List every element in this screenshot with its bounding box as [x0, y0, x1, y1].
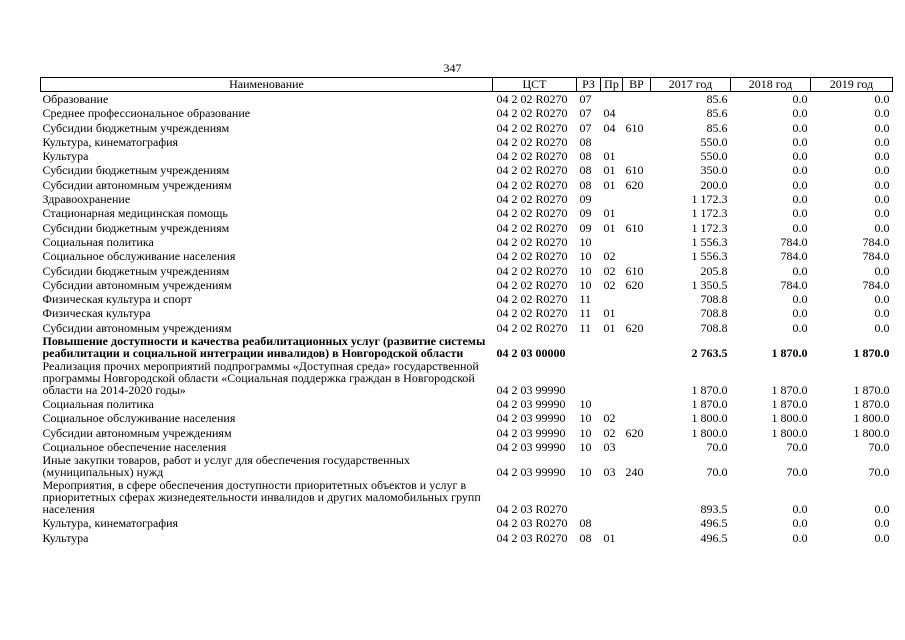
vr-cell: 620 — [625, 425, 644, 440]
value-2018-cell: 784.0 — [780, 277, 808, 292]
name-cell: Физическая культура и спорт — [42, 292, 192, 307]
table-row — [41, 249, 893, 263]
page-number: 347 — [443, 61, 462, 75]
pr-cell: 02 — [603, 425, 616, 440]
vr-cell: 620 — [625, 320, 644, 335]
name-cell: Образование — [42, 92, 109, 106]
table-row — [41, 149, 893, 163]
vr-cell — [623, 411, 651, 425]
value-2017-cell: 708.8 — [700, 320, 728, 335]
table-row — [41, 135, 893, 149]
vr-cell: 620 — [625, 177, 644, 192]
vr-cell — [623, 360, 651, 397]
value-2017-cell: 708.8 — [700, 306, 728, 321]
value-2017-cell: 85.6 — [706, 120, 728, 135]
vr-cell — [623, 440, 651, 454]
vr-cell — [623, 149, 651, 163]
rz-cell: 09 — [579, 192, 592, 207]
name-cell: Повышение доступности и качества реабилитационных услуг (развитие системы реабилитации и социальной интеграции инвалидов) в Новгородской области — [42, 334, 486, 361]
table-row — [41, 163, 893, 177]
value-2018-cell: 0.0 — [792, 516, 808, 531]
table-row — [41, 92, 893, 107]
budget-table — [40, 77, 893, 545]
vr-cell: 610 — [625, 263, 644, 278]
rz-cell: 10 — [579, 249, 592, 264]
pr-cell: 02 — [603, 263, 616, 278]
table-row — [41, 454, 893, 479]
cst-cell: 04 2 03 99990 — [496, 464, 566, 479]
cst-cell: 04 2 02 R0270 — [496, 263, 568, 278]
pr-cell: 01 — [603, 206, 616, 221]
value-2018-cell: 1 800.0 — [771, 425, 808, 440]
value-2018-cell: 0.0 — [792, 120, 808, 135]
value-2018-cell: 0.0 — [792, 177, 808, 192]
header-pr: Пр — [601, 78, 623, 92]
value-2017-cell: 1 172.3 — [691, 192, 728, 207]
header-2017: 2017 год — [651, 78, 731, 92]
cst-cell: 04 2 02 R0270 — [496, 177, 568, 192]
pr-cell: 01 — [603, 163, 616, 178]
rz-cell: 10 — [579, 234, 592, 249]
cst-cell: 04 2 02 R0270 — [496, 206, 568, 221]
rz-cell: 07 — [579, 106, 592, 121]
vr-cell — [623, 306, 651, 320]
value-2018-cell: 0.0 — [792, 220, 808, 235]
rz-cell: 08 — [579, 149, 592, 164]
value-2019-cell: 0.0 — [874, 177, 890, 192]
value-2019-cell: 0.0 — [874, 120, 890, 135]
rz-cell: 09 — [579, 206, 592, 221]
value-2018-cell: 1 800.0 — [771, 411, 808, 426]
value-2017-cell: 550.0 — [700, 149, 728, 164]
cst-cell: 04 2 02 R0270 — [496, 320, 568, 335]
pr-cell: 03 — [603, 464, 616, 479]
cst-cell: 04 2 02 R0270 — [496, 234, 568, 249]
vr-cell — [623, 235, 651, 249]
value-2017-cell: 1 350.5 — [691, 277, 728, 292]
rz-cell: 10 — [579, 263, 592, 278]
value-2018-cell: 0.0 — [792, 163, 808, 178]
cst-cell: 04 2 02 R0270 — [496, 220, 568, 235]
value-2018-cell: 0.0 — [792, 106, 808, 121]
value-2017-cell: 2 763.5 — [691, 345, 728, 360]
pr-cell: 01 — [603, 220, 616, 235]
name-cell: Иные закупки товаров, работ и услуг для обеспечения государственных (муниципальных) нужд — [42, 453, 410, 480]
value-2018-cell: 70.0 — [786, 439, 808, 454]
rz-cell: 08 — [579, 530, 592, 545]
value-2018-cell: 0.0 — [792, 149, 808, 164]
pr-cell: 02 — [603, 249, 616, 264]
rz-cell: 10 — [579, 464, 592, 479]
table-row — [41, 292, 893, 306]
value-2017-cell: 1 172.3 — [691, 220, 728, 235]
vr-cell — [623, 531, 651, 545]
name-cell: Социальное обслуживание населения — [42, 249, 236, 264]
name-cell: Мероприятия, в сфере обеспечения доступности приоритетных объектов и услуг в приоритетных сферах жизнедеятельности инвалидов и других маломобильных групп населения — [42, 478, 481, 517]
rz-cell: 11 — [579, 306, 592, 321]
vr-cell — [623, 106, 651, 120]
name-cell: Субсидии бюджетным учреждениям — [42, 263, 230, 278]
value-2018-cell: 1 870.0 — [771, 345, 808, 360]
value-2018-cell: 0.0 — [792, 292, 808, 307]
table-row — [41, 306, 893, 320]
table-row — [41, 221, 893, 235]
name-cell: Субсидии автономным учреждениям — [42, 177, 232, 192]
table-row — [41, 479, 893, 516]
value-2019-cell: 0.0 — [874, 501, 890, 516]
name-cell: Субсидии бюджетным учреждениям — [42, 120, 230, 135]
table-row — [41, 335, 893, 360]
pr-cell: 03 — [603, 439, 616, 454]
value-2017-cell: 200.0 — [700, 177, 728, 192]
value-2019-cell: 0.0 — [874, 516, 890, 531]
value-2019-cell: 0.0 — [874, 320, 890, 335]
vr-cell: 620 — [625, 277, 644, 292]
rz-cell — [577, 479, 601, 516]
value-2017-cell: 350.0 — [700, 163, 728, 178]
cst-cell: 04 2 02 R0270 — [496, 306, 568, 321]
value-2019-cell: 1 870.0 — [853, 382, 890, 397]
name-cell: Стационарная медицинская помощь — [42, 206, 228, 221]
pr-cell: 04 — [603, 106, 616, 121]
pr-cell — [601, 360, 623, 397]
value-2019-cell: 784.0 — [862, 249, 890, 264]
rz-cell: 11 — [579, 320, 592, 335]
value-2019-cell: 0.0 — [874, 163, 890, 178]
pr-cell: 01 — [603, 306, 616, 321]
value-2017-cell: 1 556.3 — [691, 234, 728, 249]
cst-cell: 04 2 03 00000 — [496, 345, 566, 360]
value-2017-cell: 1 556.3 — [691, 249, 728, 264]
pr-cell — [601, 92, 623, 107]
name-cell: Среднее профессиональное образование — [42, 106, 251, 121]
cst-cell: 04 2 03 99990 — [496, 382, 566, 397]
name-cell: Субсидии бюджетным учреждениям — [42, 163, 230, 178]
value-2019-cell: 784.0 — [862, 234, 890, 249]
value-2017-cell: 1 172.3 — [691, 206, 728, 221]
table-row — [41, 397, 893, 411]
cst-cell: 04 2 02 R0270 — [496, 134, 568, 149]
value-2017-cell: 1 800.0 — [691, 425, 728, 440]
table-header — [41, 78, 893, 92]
value-2017-cell: 893.5 — [700, 501, 728, 516]
value-2017-cell: 70.0 — [706, 439, 728, 454]
value-2019-cell: 1 800.0 — [853, 411, 890, 426]
cst-cell: 04 2 02 R0270 — [496, 277, 568, 292]
pr-cell — [601, 292, 623, 306]
value-2018-cell: 0.0 — [792, 134, 808, 149]
value-2019-cell: 0.0 — [874, 192, 890, 207]
value-2019-cell: 0.0 — [874, 530, 890, 545]
pr-cell: 04 — [603, 120, 616, 135]
pr-cell — [601, 192, 623, 206]
name-cell: Реализация прочих мероприятий подпрограммы «Доступная среда» государственной программы Новгородской области «Социальная поддержка граждан в Новгородской области на 2014-2020 годы» — [42, 359, 479, 398]
name-cell: Субсидии автономным учреждениям — [42, 425, 232, 440]
name-cell: Субсидии автономным учреждениям — [42, 320, 232, 335]
vr-cell — [623, 135, 651, 149]
value-2019-cell: 0.0 — [874, 292, 890, 307]
table-row — [41, 264, 893, 278]
vr-cell: 610 — [625, 220, 644, 235]
cst-cell: 04 2 03 99990 — [496, 439, 566, 454]
table-row — [41, 426, 893, 440]
table-row — [41, 531, 893, 545]
name-cell: Социальная политика — [42, 234, 154, 249]
vr-cell — [623, 249, 651, 263]
value-2019-cell: 0.0 — [874, 306, 890, 321]
table-row — [41, 440, 893, 454]
value-2018-cell: 0.0 — [792, 92, 808, 106]
header-rz: РЗ — [577, 78, 601, 92]
pr-cell — [601, 516, 623, 530]
value-2018-cell: 0.0 — [792, 206, 808, 221]
table-row — [41, 192, 893, 206]
pr-cell — [601, 135, 623, 149]
vr-cell — [623, 206, 651, 220]
vr-cell — [623, 397, 651, 411]
name-cell: Социальное обеспечение населения — [42, 439, 227, 454]
rz-cell: 11 — [579, 292, 592, 307]
value-2017-cell: 1 870.0 — [691, 397, 728, 412]
pr-cell — [601, 479, 623, 516]
cst-cell: 04 2 02 R0270 — [496, 106, 568, 121]
value-2019-cell: 0.0 — [874, 149, 890, 164]
value-2018-cell: 0.0 — [792, 501, 808, 516]
value-2017-cell: 708.8 — [700, 292, 728, 307]
name-cell: Культура — [42, 149, 89, 164]
rz-cell — [577, 360, 601, 397]
table-row — [41, 106, 893, 120]
header-name: Наименование — [41, 78, 493, 92]
pr-cell: 02 — [603, 277, 616, 292]
vr-cell: 240 — [625, 464, 644, 479]
cst-cell: 04 2 02 R0270 — [496, 249, 568, 264]
name-cell: Субсидии бюджетным учреждениям — [42, 220, 230, 235]
value-2018-cell: 0.0 — [792, 192, 808, 207]
value-2019-cell: 70.0 — [868, 464, 890, 479]
cst-cell: 04 2 03 99990 — [496, 411, 566, 426]
table-row — [41, 321, 893, 335]
rz-cell: 10 — [579, 277, 592, 292]
pr-cell — [601, 397, 623, 411]
value-2018-cell: 784.0 — [780, 249, 808, 264]
vr-cell — [623, 479, 651, 516]
value-2019-cell: 0.0 — [874, 106, 890, 121]
rz-cell: 07 — [579, 92, 592, 106]
name-cell: Здравоохранение — [42, 192, 131, 207]
pr-cell: 01 — [603, 530, 616, 545]
header-2018: 2018 год — [731, 78, 811, 92]
value-2019-cell: 0.0 — [874, 206, 890, 221]
name-cell: Культура, кинематография — [42, 134, 179, 149]
value-2018-cell: 0.0 — [792, 306, 808, 321]
header-2019: 2019 год — [811, 78, 893, 92]
cst-cell: 04 2 03 99990 — [496, 397, 566, 412]
value-2019-cell: 0.0 — [874, 92, 890, 106]
name-cell: Социальная политика — [42, 397, 154, 412]
value-2019-cell: 0.0 — [874, 220, 890, 235]
cst-cell: 04 2 03 99990 — [496, 425, 566, 440]
table-row — [41, 121, 893, 135]
vr-cell: 610 — [625, 163, 644, 178]
vr-cell — [623, 192, 651, 206]
name-cell: Культура, кинематография — [42, 516, 179, 531]
vr-cell — [623, 292, 651, 306]
rz-cell: 10 — [579, 397, 592, 412]
cst-cell: 04 2 03 R0270 — [496, 516, 568, 531]
name-cell: Социальное обслуживание населения — [42, 411, 236, 426]
pr-cell: 02 — [603, 411, 616, 426]
pr-cell: 01 — [603, 177, 616, 192]
rz-cell: 09 — [579, 220, 592, 235]
name-cell: Субсидии автономным учреждениям — [42, 277, 232, 292]
vr-cell: 610 — [625, 120, 644, 135]
table-row — [41, 360, 893, 397]
header-vr: ВР — [623, 78, 651, 92]
vr-cell — [623, 335, 651, 360]
value-2018-cell: 0.0 — [792, 530, 808, 545]
name-cell: Физическая культура — [42, 306, 151, 321]
value-2017-cell: 496.5 — [700, 530, 728, 545]
table-row — [41, 411, 893, 425]
name-cell: Культура — [42, 530, 89, 545]
value-2018-cell: 70.0 — [786, 464, 808, 479]
rz-cell — [577, 335, 601, 360]
header-cst: ЦСТ — [493, 78, 577, 92]
value-2019-cell: 784.0 — [862, 277, 890, 292]
value-2017-cell: 205.8 — [700, 263, 728, 278]
value-2017-cell: 85.6 — [706, 92, 728, 106]
value-2018-cell: 0.0 — [792, 263, 808, 278]
value-2018-cell: 1 870.0 — [771, 397, 808, 412]
value-2019-cell: 1 870.0 — [853, 345, 890, 360]
rz-cell: 08 — [579, 177, 592, 192]
cst-cell: 04 2 02 R0270 — [496, 292, 568, 307]
table-row — [41, 206, 893, 220]
value-2019-cell: 1 870.0 — [853, 397, 890, 412]
rz-cell: 07 — [579, 120, 592, 135]
value-2019-cell: 1 800.0 — [853, 425, 890, 440]
cst-cell: 04 2 02 R0270 — [496, 149, 568, 164]
table-row — [41, 278, 893, 292]
rz-cell: 10 — [579, 411, 592, 426]
rz-cell: 10 — [579, 425, 592, 440]
value-2017-cell: 550.0 — [700, 134, 728, 149]
cst-cell: 04 2 02 R0270 — [496, 163, 568, 178]
pr-cell — [601, 235, 623, 249]
value-2017-cell: 85.6 — [706, 106, 728, 121]
value-2017-cell: 1 800.0 — [691, 411, 728, 426]
rz-cell: 08 — [579, 134, 592, 149]
value-2017-cell: 1 870.0 — [691, 382, 728, 397]
rz-cell: 08 — [579, 163, 592, 178]
table-body — [41, 92, 893, 545]
vr-cell — [623, 516, 651, 530]
cst-cell: 04 2 03 R0270 — [496, 530, 568, 545]
value-2017-cell: 70.0 — [706, 464, 728, 479]
pr-cell: 01 — [603, 320, 616, 335]
value-2019-cell: 70.0 — [868, 439, 890, 454]
vr-cell — [623, 92, 651, 107]
table-row — [41, 516, 893, 530]
rz-cell: 08 — [579, 516, 592, 531]
pr-cell — [601, 335, 623, 360]
value-2018-cell: 0.0 — [792, 320, 808, 335]
cst-cell: 04 2 02 R0270 — [496, 120, 568, 135]
table-row — [41, 178, 893, 192]
value-2019-cell: 0.0 — [874, 134, 890, 149]
table-row — [41, 235, 893, 249]
cst-cell: 04 2 03 R0270 — [496, 501, 568, 516]
cst-cell: 04 2 02 R0270 — [496, 192, 568, 207]
value-2018-cell: 784.0 — [780, 234, 808, 249]
cst-cell: 04 2 02 R0270 — [496, 92, 568, 106]
value-2017-cell: 496.5 — [700, 516, 728, 531]
pr-cell: 01 — [603, 149, 616, 164]
value-2018-cell: 1 870.0 — [771, 382, 808, 397]
rz-cell: 10 — [579, 439, 592, 454]
value-2019-cell: 0.0 — [874, 263, 890, 278]
